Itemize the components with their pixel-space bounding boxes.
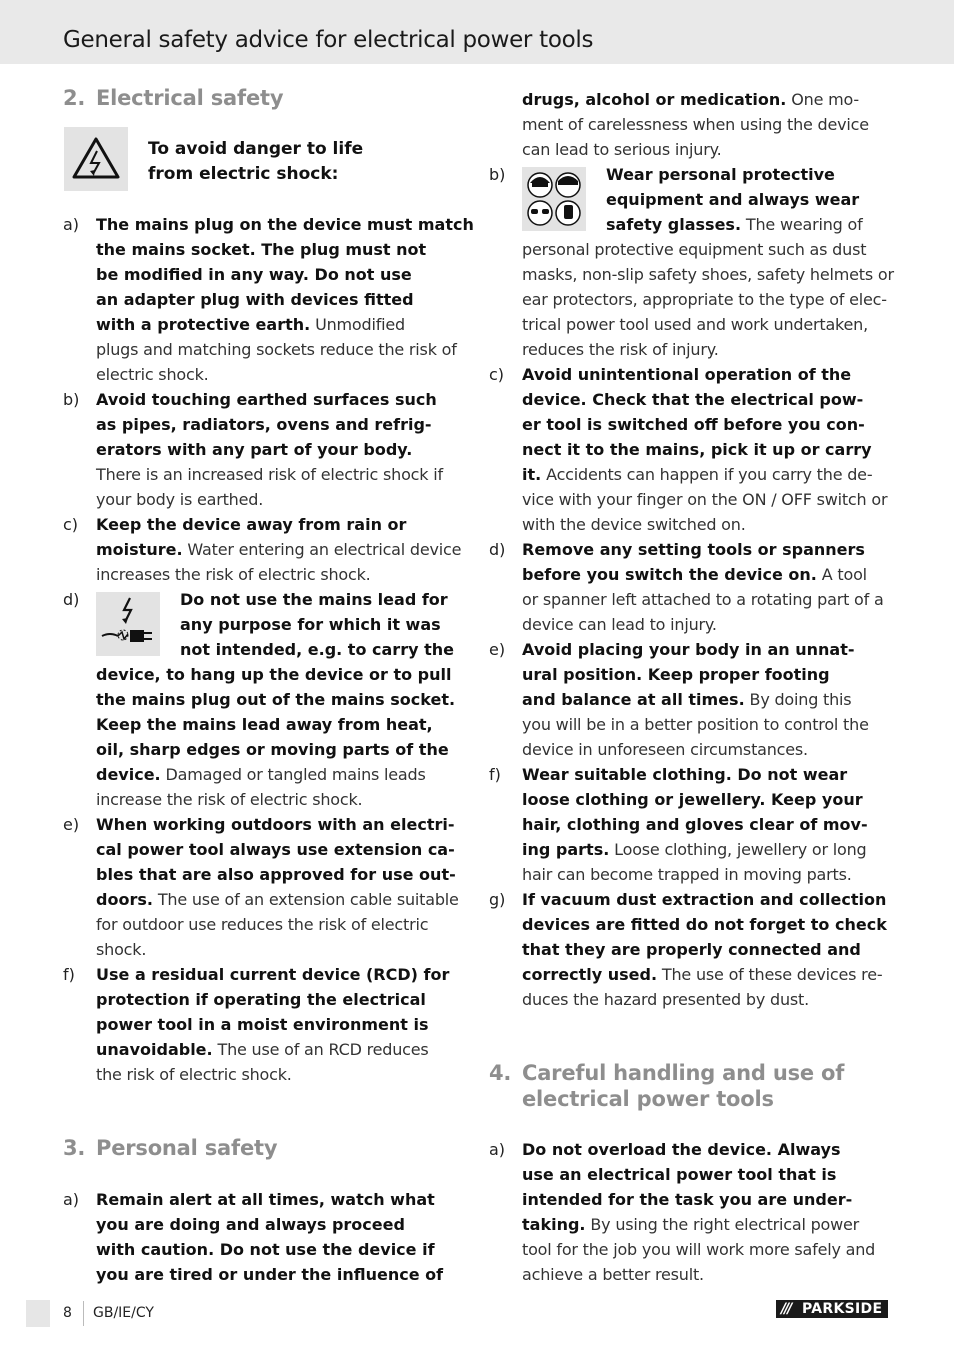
text-line: can lead to serious injury. <box>522 140 722 159</box>
text-line: you are tired or under the influence of <box>96 1265 444 1284</box>
text-line: Keep the mains lead away from heat, <box>96 715 433 734</box>
country-codes: GB/IE/CY <box>93 1305 154 1321</box>
list-item-continued <box>522 87 902 162</box>
text-line: ural position. Keep proper footing <box>522 665 830 684</box>
electric-shock-warning-icon <box>64 127 128 191</box>
list-marker: a) <box>63 215 80 234</box>
footer-tab <box>26 1300 50 1327</box>
text-line: device. Check that the electrical pow- <box>522 390 864 409</box>
text-line: that they are properly connected and <box>522 940 861 959</box>
text-line: taking. By using the right electrical power <box>522 1215 860 1234</box>
list-marker: a) <box>63 1190 80 1209</box>
text-line: drugs, alcohol or medication. One mo- <box>522 90 859 109</box>
text-line: Do not overload the device. Always <box>522 1140 841 1159</box>
warning-line: from electric shock: <box>148 164 339 184</box>
parkside-logo <box>776 1300 888 1318</box>
list-marker: c) <box>489 365 505 384</box>
text-line: Wear personal protective <box>606 165 835 184</box>
text-line: reduces the risk of injury. <box>522 340 719 359</box>
text-line: erators with any part of your body. <box>96 440 413 459</box>
text-line: Wear suitable clothing. Do not wear <box>522 765 848 784</box>
text-line: personal protective equipment such as dust <box>522 240 867 259</box>
text-line: hair, clothing and gloves clear of mov- <box>522 815 868 834</box>
text-line: vice with your finger on the ON / OFF switch or <box>522 490 888 509</box>
section-title: Personal safety <box>96 1136 278 1160</box>
text-line: doors. The use of an extension cable suitable <box>96 890 459 909</box>
list-marker: d) <box>63 590 80 609</box>
text-line: with caution. Do not use the device if <box>96 1240 435 1259</box>
text-line: er tool is switched off before you con- <box>522 415 865 434</box>
text-line: and balance at all times. By doing this <box>522 690 852 709</box>
text-line: device, to hang up the device or to pull <box>96 665 452 684</box>
section-number: 4. <box>489 1061 512 1085</box>
text-line: increase the risk of electric shock. <box>96 790 363 809</box>
text-line: you are doing and always proceed <box>96 1215 405 1234</box>
text-line: or spanner left attached to a rotating part of a <box>522 590 884 609</box>
text-line: Use a residual current device (RCD) for <box>96 965 450 984</box>
list-marker: e) <box>63 815 80 834</box>
text-line: with the device switched on. <box>522 515 746 534</box>
text-line: as pipes, radiators, ovens and refrig- <box>96 415 432 434</box>
list-marker: b) <box>63 390 80 409</box>
text-line: your body is earthed. <box>96 490 264 509</box>
text-line: the risk of electric shock. <box>96 1065 292 1084</box>
text-line: use an electrical power tool that is <box>522 1165 837 1184</box>
logo-slashes: /// <box>781 1301 791 1317</box>
list-item-text <box>606 162 896 237</box>
text-line: protection if operating the electrical <box>96 990 426 1009</box>
list-marker: b) <box>489 165 506 184</box>
text-line: devices are fitted do not forget to check <box>522 915 887 934</box>
text-line: the mains socket. The plug must not <box>96 240 427 259</box>
text-line: unavoidable. The use of an RCD reduces <box>96 1040 429 1059</box>
text-line: equipment and always wear <box>606 190 860 209</box>
text-line: shock. <box>96 940 147 959</box>
text-line: oil, sharp edges or moving parts of the <box>96 740 449 759</box>
list-item-text <box>180 587 470 662</box>
text-line: for outdoor use reduces the risk of electric <box>96 915 429 934</box>
text-line: plugs and matching sockets reduce the risk of <box>96 340 457 359</box>
section-title <box>522 1060 882 1112</box>
text-line: There is an increased risk of electric shock if <box>96 465 443 484</box>
section-title: Electrical safety <box>96 86 284 110</box>
text-line: an adapter plug with devices fitted <box>96 290 414 309</box>
list-marker: c) <box>63 515 79 534</box>
text-line: device in unforeseen circumstances. <box>522 740 808 759</box>
page-header <box>0 0 954 64</box>
warning-line: To avoid danger to life <box>148 139 364 159</box>
text-line: Keep the device away from rain or <box>96 515 407 534</box>
text-line: before you switch the device on. A tool <box>522 565 867 584</box>
text-line: When working outdoors with an electri- <box>96 815 455 834</box>
text-line: power tool in a moist environment is <box>96 1015 429 1034</box>
text-line: Avoid placing your body in an unnat- <box>522 640 855 659</box>
section-number: 2. <box>63 86 86 110</box>
section-2-heading <box>63 85 463 113</box>
list-item-text <box>522 237 902 362</box>
text-line: ing parts. Loose clothing, jewellery or long <box>522 840 867 859</box>
list-item-text <box>96 662 476 812</box>
list-marker: a) <box>489 1140 506 1159</box>
text-line: Avoid unintentional operation of the <box>522 365 852 384</box>
text-line: bles that are also approved for use out- <box>96 865 456 884</box>
footer-divider <box>83 1301 84 1326</box>
text-line: trical power tool used and work undertaken, <box>522 315 869 334</box>
section-number: 3. <box>63 1136 86 1160</box>
text-line: duces the hazard presented by dust. <box>522 990 810 1009</box>
ppe-icon <box>522 167 586 231</box>
list-marker: g) <box>489 890 506 909</box>
section-3-heading <box>63 1135 463 1163</box>
text-line: with a protective earth. Unmodified <box>96 315 405 334</box>
section-4-heading <box>489 1060 909 1114</box>
text-line: moisture. Water entering an electrical device <box>96 540 462 559</box>
page-number: 8 <box>63 1305 72 1321</box>
list-marker: f) <box>489 765 501 784</box>
text-line: electric shock. <box>96 365 209 384</box>
text-line: device. Damaged or tangled mains leads <box>96 765 426 784</box>
text-line: hair can become trapped in moving parts. <box>522 865 852 884</box>
text-line: increases the risk of electric shock. <box>96 565 371 584</box>
text-line: intended for the task you are under- <box>522 1190 853 1209</box>
list-marker: d) <box>489 540 506 559</box>
text-line: correctly used. The use of these devices re- <box>522 965 883 984</box>
text-line: Remove any setting tools or spanners <box>522 540 865 559</box>
text-line: Remain alert at all times, watch what <box>96 1190 435 1209</box>
text-line: Do not use the mains lead for <box>180 590 448 609</box>
text-line: loose clothing or jewellery. Keep your <box>522 790 863 809</box>
logo-name: PARKSIDE <box>802 1301 883 1317</box>
list-marker: e) <box>489 640 506 659</box>
text-line: ear protectors, appropriate to the type of elec- <box>522 290 887 309</box>
list-marker: f) <box>63 965 75 984</box>
text-line: tool for the job you will work more safely and <box>522 1240 876 1259</box>
text-line: cal power tool always use extension ca- <box>96 840 455 859</box>
section-title-line: electrical power tools <box>522 1087 774 1111</box>
text-line: ment of carelessness when using the device <box>522 115 869 134</box>
text-line: it. Accidents can happen if you carry the de- <box>522 465 873 484</box>
text-line: not intended, e.g. to carry the <box>180 640 454 659</box>
text-line: If vacuum dust extraction and collection <box>522 890 887 909</box>
text-line: nect it to the mains, pick it up or carry <box>522 440 872 459</box>
text-line: the mains plug out of the mains socket. <box>96 690 456 709</box>
text-line: you will be in a better position to control the <box>522 715 869 734</box>
text-line: achieve a better result. <box>522 1265 704 1284</box>
text-line: any purpose for which it was <box>180 615 441 634</box>
text-line: The mains plug on the device must match <box>96 215 474 234</box>
text-line: Avoid touching earthed surfaces such <box>96 390 437 409</box>
damaged-cable-icon <box>96 592 160 656</box>
section-title-line: Careful handling and use of <box>522 1061 845 1085</box>
warning-text <box>148 137 448 187</box>
text-line: masks, non-slip safety shoes, safety helmets or <box>522 265 894 284</box>
page-title: General safety advice for electrical power tools <box>63 27 594 53</box>
text-line: safety glasses. The wearing of <box>606 215 863 234</box>
text-line: device can lead to injury. <box>522 615 717 634</box>
text-line: be modified in any way. Do not use <box>96 265 412 284</box>
